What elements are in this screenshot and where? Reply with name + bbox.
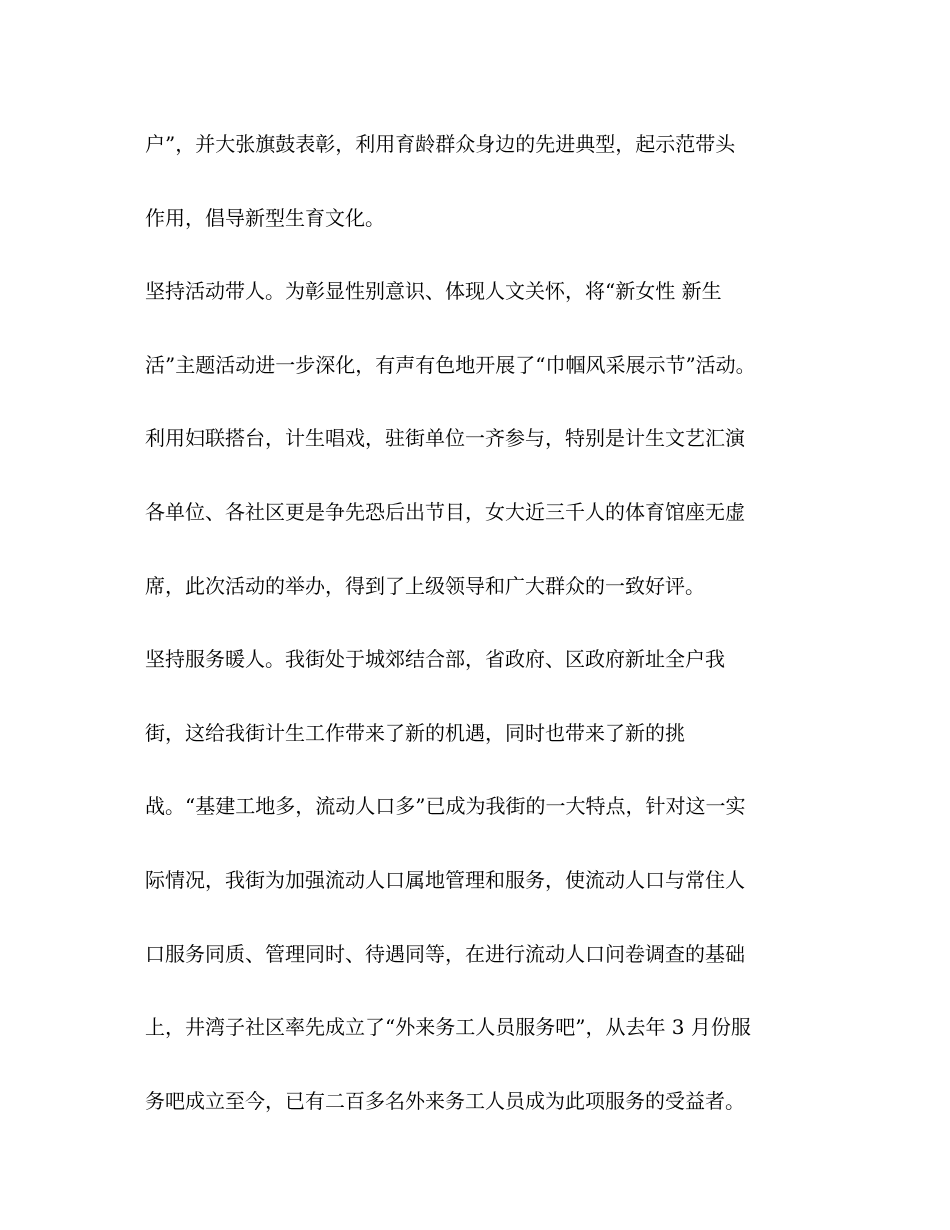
text-line: 际情况，我街为加强流动人口属地管理和服务，使流动人口与常住人 (145, 867, 745, 892)
text-line: 活”主题活动进一步深化，有声有色地开展了“巾帼风采展示节”活动。 (145, 352, 756, 377)
text-line: 作用，倡导新型生育文化。 (145, 205, 385, 230)
text-line: 各单位、各社区更是争先恐后出节目，女大近三千人的体育馆座无虚 (145, 499, 745, 524)
text-line: 户”，并大张旗鼓表彰，利用育龄群众身边的先进典型，起示范带头 (145, 132, 736, 156)
text-line: 席，此次活动的举办，得到了上级领导和广大群众的一致好评。 (145, 573, 705, 598)
text-line: 坚持活动带人。为彰显性别意识、体现人文关怀，将“新女性 新生 (145, 279, 722, 304)
text-line: 务吧成立至今，已有二百多名外来务工人员成为此项服务的受益者。 (145, 1088, 745, 1113)
text-line: 战。“基建工地多，流动人口多”已成为我街的一大特点，针对这一实 (145, 794, 746, 819)
text-line: 上，井湾子社区率先成立了“外来务工人员服务吧”，从去年 3 月份服 (145, 1015, 751, 1040)
text-line: 街，这给我街计生工作带来了新的机遇，同时也带来了新的挑 (145, 720, 685, 745)
text-line: 坚持服务暖人。我街处于城郊结合部，省政府、区政府新址全户我 (145, 647, 725, 672)
text-line: 口服务同质、管理同时、待遇同等，在进行流动人口问卷调查的基础 (145, 941, 745, 966)
text-line: 利用妇联搭台，计生唱戏，驻街单位一齐参与，特别是计生文艺汇演 (145, 426, 745, 451)
body-text (145, 122, 825, 1152)
